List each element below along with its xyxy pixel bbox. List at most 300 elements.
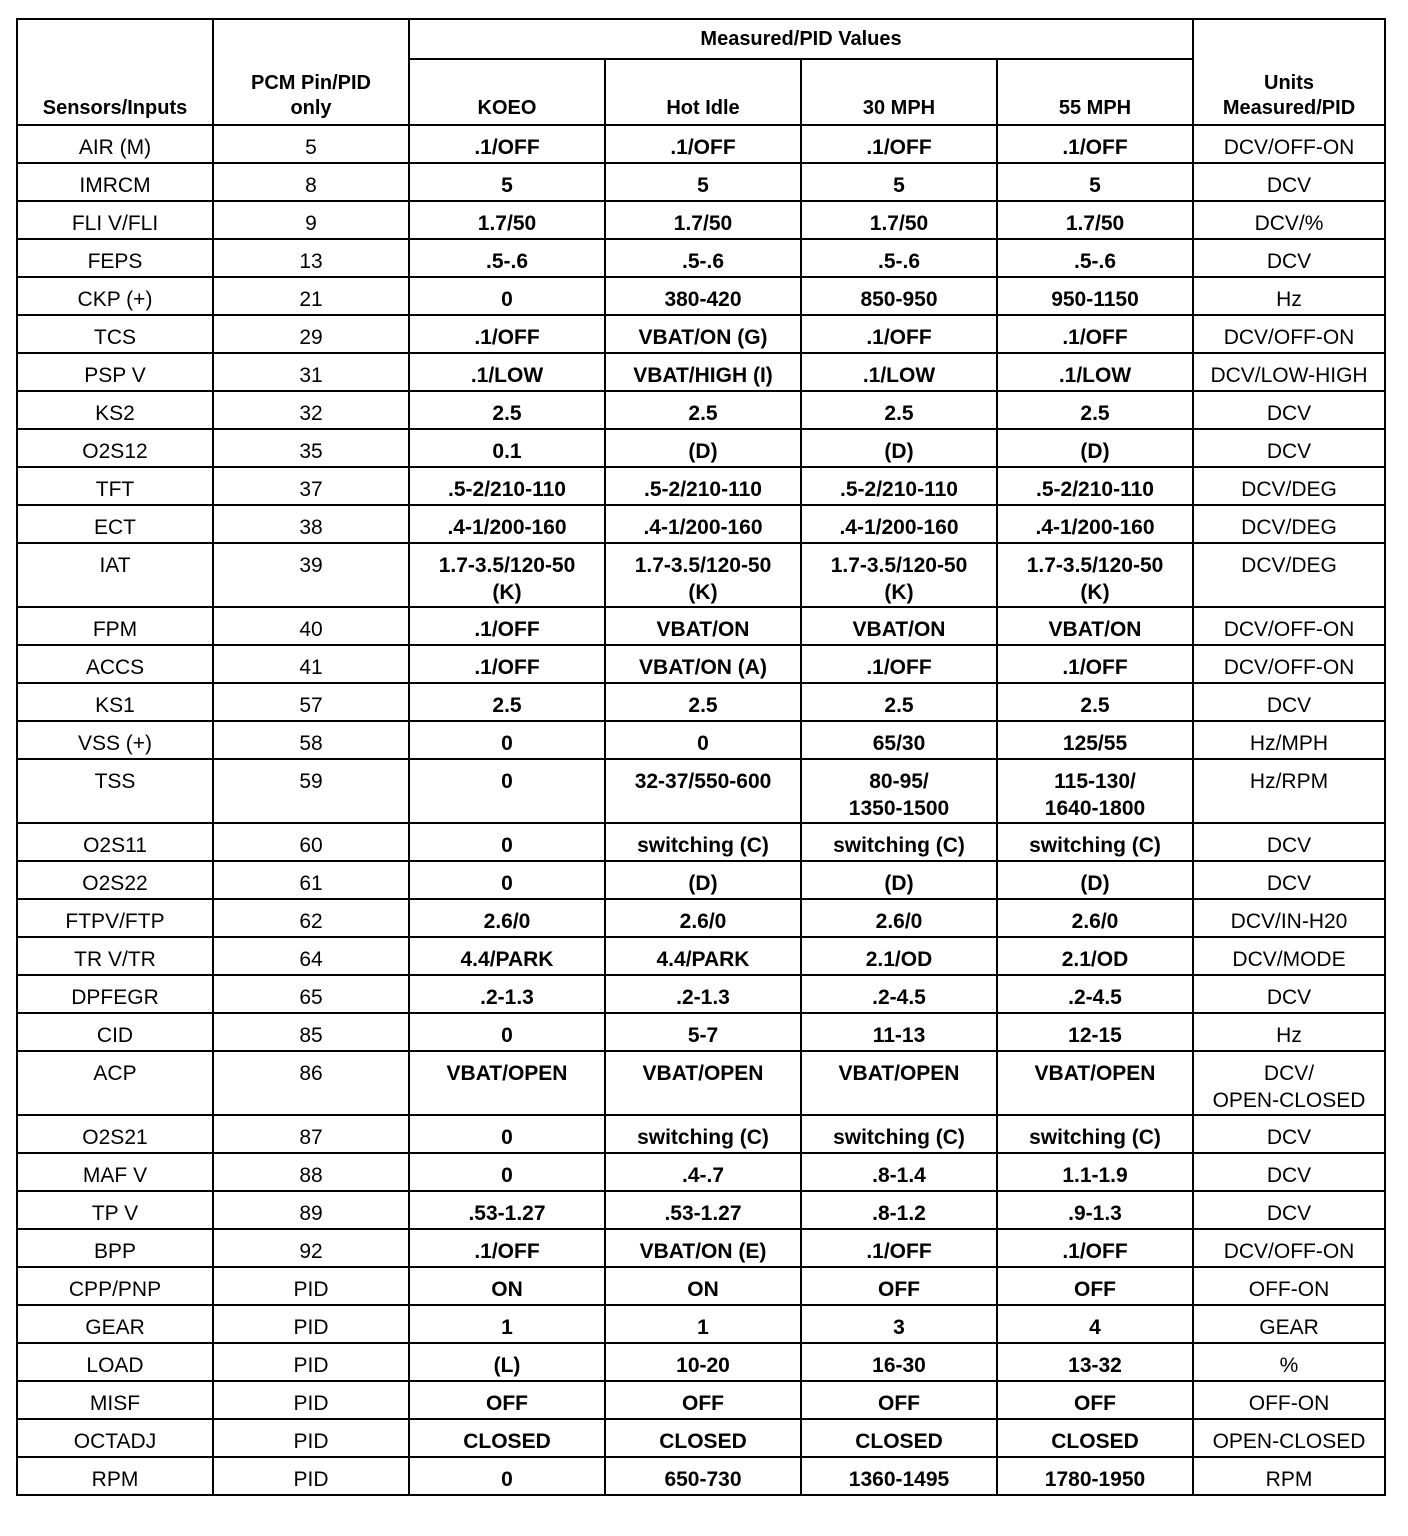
cell-units xyxy=(1193,467,1385,505)
cell-units-text: DCV xyxy=(1266,1202,1312,1225)
cell-sensor-text: TP V xyxy=(91,1202,139,1225)
cell-koeo-text: .53-1.27 xyxy=(468,1202,546,1225)
cell-hot-idle xyxy=(605,277,801,315)
header-koeo: KOEO xyxy=(409,59,605,125)
cell-pcm-pin-text: 39 xyxy=(299,554,323,577)
cell-sensor xyxy=(17,1115,213,1153)
cell-55-mph xyxy=(997,163,1193,201)
cell-units-text: DCV/MODE xyxy=(1232,948,1346,971)
cell-sensor xyxy=(17,163,213,201)
cell-koeo xyxy=(409,607,605,645)
cell-koeo-text: .1/OFF xyxy=(474,1240,540,1263)
cell-sensor xyxy=(17,1051,213,1115)
table-row xyxy=(17,607,1385,645)
cell-pcm-pin-text: 88 xyxy=(299,1164,323,1187)
cell-55-mph-text: .9-1.3 xyxy=(1068,1202,1122,1225)
cell-sensor-text: KS1 xyxy=(95,694,135,717)
cell-units xyxy=(1193,975,1385,1013)
cell-55-mph xyxy=(997,429,1193,467)
cell-hot-idle-text: 1.7/50 xyxy=(673,212,733,235)
cell-pcm-pin xyxy=(213,543,409,607)
cell-koeo xyxy=(409,1115,605,1153)
cell-units-text: DCV/% xyxy=(1254,212,1324,235)
cell-units xyxy=(1193,315,1385,353)
cell-30-mph xyxy=(801,277,997,315)
cell-55-mph-text: .1/LOW xyxy=(1058,364,1132,387)
cell-koeo xyxy=(409,1229,605,1267)
cell-units-text: DCV xyxy=(1266,440,1312,463)
cell-koeo xyxy=(409,239,605,277)
cell-sensor-text: BPP xyxy=(93,1240,137,1263)
cell-30-mph-text: switching (C) xyxy=(833,1126,965,1149)
cell-hot-idle-text: (D) xyxy=(688,440,718,463)
table-row xyxy=(17,1457,1385,1495)
cell-55-mph-text: 12-15 xyxy=(1068,1024,1122,1047)
cell-hot-idle-text: .5-2/210-110 xyxy=(644,478,762,501)
cell-hot-idle-text: VBAT/ON (A) xyxy=(639,656,767,679)
cell-30-mph xyxy=(801,467,997,505)
cell-koeo-text: .5-.6 xyxy=(485,250,529,273)
cell-55-mph-text: switching (C) xyxy=(1029,834,1161,857)
cell-koeo xyxy=(409,759,605,823)
cell-30-mph-text: .4-1/200-160 xyxy=(839,516,959,539)
cell-55-mph xyxy=(997,1381,1193,1419)
cell-koeo-text: 0 xyxy=(501,1164,513,1187)
cell-units-text: DCV xyxy=(1266,872,1312,895)
cell-hot-idle-text: 2.5 xyxy=(688,694,718,717)
cell-units xyxy=(1193,543,1385,607)
table-row xyxy=(17,1115,1385,1153)
cell-units xyxy=(1193,505,1385,543)
cell-55-mph xyxy=(997,1051,1193,1115)
cell-30-mph-text: 1.7-3.5/120-50 (K) xyxy=(830,554,968,604)
table-body xyxy=(17,125,1385,1495)
cell-30-mph-text: 5 xyxy=(893,174,905,197)
cell-hot-idle xyxy=(605,607,801,645)
cell-pcm-pin xyxy=(213,277,409,315)
cell-koeo-text: 2.5 xyxy=(492,402,522,425)
cell-pcm-pin xyxy=(213,683,409,721)
cell-koeo-text: 4.4/PARK xyxy=(460,948,554,971)
table-row xyxy=(17,1013,1385,1051)
cell-55-mph xyxy=(997,1343,1193,1381)
cell-pcm-pin-text: 64 xyxy=(299,948,323,971)
table-row xyxy=(17,353,1385,391)
cell-units xyxy=(1193,277,1385,315)
cell-pcm-pin-text: PID xyxy=(293,1392,329,1415)
table-row xyxy=(17,429,1385,467)
cell-55-mph xyxy=(997,353,1193,391)
cell-pcm-pin xyxy=(213,201,409,239)
cell-units xyxy=(1193,125,1385,163)
cell-pcm-pin xyxy=(213,1267,409,1305)
cell-units xyxy=(1193,1153,1385,1191)
cell-30-mph xyxy=(801,315,997,353)
cell-pcm-pin-text: 31 xyxy=(299,364,323,387)
cell-pcm-pin xyxy=(213,467,409,505)
cell-koeo-text: 1.7/50 xyxy=(477,212,537,235)
cell-units xyxy=(1193,861,1385,899)
cell-pcm-pin xyxy=(213,721,409,759)
cell-pcm-pin-text: 57 xyxy=(299,694,323,717)
cell-units-text: DCV/OFF-ON xyxy=(1223,656,1355,679)
cell-koeo-text: .1/OFF xyxy=(474,618,540,641)
cell-sensor xyxy=(17,1013,213,1051)
cell-koeo-text: 2.6/0 xyxy=(483,910,531,933)
cell-55-mph-text: .1/OFF xyxy=(1062,1240,1128,1263)
cell-hot-idle-text: 380-420 xyxy=(664,288,742,311)
cell-sensor-text: VSS (+) xyxy=(77,732,153,755)
cell-sensor xyxy=(17,543,213,607)
cell-koeo xyxy=(409,975,605,1013)
cell-30-mph xyxy=(801,505,997,543)
cell-units xyxy=(1193,1305,1385,1343)
cell-hot-idle-text: .2-1.3 xyxy=(676,986,730,1009)
cell-pcm-pin-text: 37 xyxy=(299,478,323,501)
cell-pcm-pin xyxy=(213,353,409,391)
cell-30-mph-text: (D) xyxy=(884,440,914,463)
cell-pcm-pin xyxy=(213,163,409,201)
table-row xyxy=(17,239,1385,277)
cell-koeo xyxy=(409,645,605,683)
cell-koeo-text: 0 xyxy=(501,770,513,793)
table-header xyxy=(17,19,1385,125)
cell-55-mph xyxy=(997,645,1193,683)
cell-pcm-pin-text: 13 xyxy=(299,250,323,273)
cell-pcm-pin-text: 87 xyxy=(299,1126,323,1149)
cell-units-text: DCV xyxy=(1266,1126,1312,1149)
cell-sensor-text: KS2 xyxy=(95,402,135,425)
cell-sensor xyxy=(17,1267,213,1305)
cell-sensor xyxy=(17,391,213,429)
cell-hot-idle xyxy=(605,201,801,239)
cell-30-mph-text: VBAT/OPEN xyxy=(838,1062,960,1085)
cell-55-mph-text: 4 xyxy=(1089,1316,1101,1339)
cell-pcm-pin xyxy=(213,1013,409,1051)
cell-pcm-pin-text: 5 xyxy=(305,136,317,159)
cell-units xyxy=(1193,937,1385,975)
cell-30-mph-text: .8-1.4 xyxy=(872,1164,926,1187)
cell-55-mph xyxy=(997,683,1193,721)
cell-pcm-pin xyxy=(213,1051,409,1115)
cell-hot-idle-text: 2.5 xyxy=(688,402,718,425)
cell-30-mph xyxy=(801,125,997,163)
cell-units xyxy=(1193,1115,1385,1153)
cell-sensor-text: TSS xyxy=(94,770,136,793)
cell-units-text: Hz/RPM xyxy=(1249,770,1329,793)
cell-55-mph-text: 2.5 xyxy=(1080,402,1110,425)
cell-units-text: OFF-ON xyxy=(1248,1392,1330,1415)
cell-sensor-text: ACP xyxy=(93,1062,137,1085)
cell-30-mph-text: .1/OFF xyxy=(866,1240,932,1263)
cell-koeo xyxy=(409,721,605,759)
cell-hot-idle xyxy=(605,125,801,163)
cell-koeo xyxy=(409,861,605,899)
cell-55-mph-text: 2.6/0 xyxy=(1071,910,1119,933)
cell-sensor xyxy=(17,467,213,505)
cell-55-mph xyxy=(997,201,1193,239)
header-measured-pid-values: Measured/PID Values xyxy=(409,19,1193,59)
cell-hot-idle xyxy=(605,1115,801,1153)
cell-sensor xyxy=(17,899,213,937)
cell-sensor xyxy=(17,1191,213,1229)
cell-sensor-text: FEPS xyxy=(87,250,143,273)
cell-koeo xyxy=(409,1343,605,1381)
header-55-mph: 55 MPH xyxy=(997,59,1193,125)
cell-sensor xyxy=(17,645,213,683)
cell-units-text: Hz xyxy=(1276,1024,1302,1047)
cell-sensor-text: O2S12 xyxy=(82,440,148,463)
cell-30-mph xyxy=(801,1381,997,1419)
cell-sensor-text: RPM xyxy=(91,1468,139,1491)
cell-55-mph-text: 125/55 xyxy=(1062,732,1128,755)
cell-30-mph-text: .1/OFF xyxy=(866,136,932,159)
table-row xyxy=(17,645,1385,683)
cell-55-mph xyxy=(997,1305,1193,1343)
cell-koeo xyxy=(409,823,605,861)
cell-koeo-text: CLOSED xyxy=(463,1430,551,1453)
table-row xyxy=(17,125,1385,163)
cell-pcm-pin xyxy=(213,607,409,645)
cell-55-mph-text: 1780-1950 xyxy=(1044,1468,1146,1491)
cell-hot-idle-text: 5-7 xyxy=(687,1024,719,1047)
cell-hot-idle xyxy=(605,315,801,353)
cell-pcm-pin xyxy=(213,1381,409,1419)
cell-koeo-text: 1.7-3.5/120-50 (K) xyxy=(438,554,576,604)
cell-sensor-text: CKP (+) xyxy=(77,288,153,311)
cell-pcm-pin-text: 60 xyxy=(299,834,323,857)
cell-koeo-text: 0 xyxy=(501,872,513,895)
cell-55-mph-text: .1/OFF xyxy=(1062,656,1128,679)
cell-hot-idle xyxy=(605,1153,801,1191)
cell-55-mph-text: 1.1-1.9 xyxy=(1062,1164,1128,1187)
cell-pcm-pin xyxy=(213,1229,409,1267)
cell-koeo-text: 0 xyxy=(501,288,513,311)
cell-hot-idle xyxy=(605,505,801,543)
cell-55-mph xyxy=(997,1229,1193,1267)
cell-pcm-pin-text: 41 xyxy=(299,656,323,679)
cell-55-mph-text: 1.7-3.5/120-50 (K) xyxy=(1026,554,1164,604)
cell-pcm-pin-text: PID xyxy=(293,1430,329,1453)
cell-pcm-pin xyxy=(213,429,409,467)
cell-pcm-pin xyxy=(213,505,409,543)
cell-30-mph-text: .5-2/210-110 xyxy=(840,478,958,501)
cell-hot-idle-text: VBAT/ON (E) xyxy=(639,1240,767,1263)
cell-hot-idle xyxy=(605,645,801,683)
cell-55-mph-text: .2-4.5 xyxy=(1068,986,1122,1009)
cell-koeo xyxy=(409,1153,605,1191)
cell-55-mph-text: 1.7/50 xyxy=(1065,212,1125,235)
cell-sensor-text: IAT xyxy=(99,554,131,577)
cell-units-text: DCV xyxy=(1266,834,1312,857)
cell-sensor-text: O2S22 xyxy=(82,872,148,895)
cell-pcm-pin-text: 92 xyxy=(299,1240,323,1263)
cell-units-text: DCV/IN-H20 xyxy=(1230,910,1348,933)
cell-30-mph xyxy=(801,759,997,823)
cell-units-text: % xyxy=(1279,1354,1299,1377)
cell-30-mph-text: 1.7/50 xyxy=(869,212,929,235)
cell-units-text: DCV xyxy=(1266,694,1312,717)
cell-55-mph xyxy=(997,823,1193,861)
cell-55-mph xyxy=(997,1419,1193,1457)
cell-koeo xyxy=(409,467,605,505)
cell-30-mph xyxy=(801,1267,997,1305)
table-row xyxy=(17,899,1385,937)
cell-hot-idle-text: ON xyxy=(687,1278,719,1301)
cell-pcm-pin-text: 61 xyxy=(299,872,323,895)
cell-koeo-text: .4-1/200-160 xyxy=(447,516,567,539)
cell-sensor xyxy=(17,1457,213,1495)
cell-30-mph xyxy=(801,1457,997,1495)
cell-pcm-pin-text: PID xyxy=(293,1468,329,1491)
cell-koeo xyxy=(409,1305,605,1343)
cell-pcm-pin xyxy=(213,125,409,163)
cell-koeo xyxy=(409,543,605,607)
cell-hot-idle xyxy=(605,543,801,607)
cell-units xyxy=(1193,353,1385,391)
cell-hot-idle-text: VBAT/HIGH (I) xyxy=(633,364,773,387)
cell-koeo xyxy=(409,315,605,353)
cell-koeo-text: .1/LOW xyxy=(470,364,544,387)
cell-hot-idle-text: CLOSED xyxy=(659,1430,747,1453)
cell-pcm-pin xyxy=(213,861,409,899)
cell-sensor-text: TR V/TR xyxy=(74,948,156,971)
cell-30-mph xyxy=(801,1013,997,1051)
cell-55-mph xyxy=(997,1457,1193,1495)
cell-sensor xyxy=(17,315,213,353)
cell-sensor-text: IMRCM xyxy=(79,174,151,197)
cell-units xyxy=(1193,201,1385,239)
cell-30-mph xyxy=(801,861,997,899)
cell-pcm-pin-text: 32 xyxy=(299,402,323,425)
cell-30-mph xyxy=(801,937,997,975)
cell-55-mph-text: .1/OFF xyxy=(1062,136,1128,159)
cell-hot-idle-text: 32-37/550-600 xyxy=(634,770,772,793)
cell-55-mph-text: switching (C) xyxy=(1029,1126,1161,1149)
cell-55-mph xyxy=(997,543,1193,607)
cell-sensor-text: TFT xyxy=(95,478,135,501)
cell-hot-idle-text: VBAT/ON (G) xyxy=(638,326,768,349)
cell-koeo-text: .1/OFF xyxy=(474,656,540,679)
cell-sensor-text: O2S21 xyxy=(82,1126,148,1149)
cell-55-mph xyxy=(997,1267,1193,1305)
table-row xyxy=(17,315,1385,353)
cell-pcm-pin xyxy=(213,1115,409,1153)
cell-hot-idle xyxy=(605,1051,801,1115)
cell-30-mph-text: .5-.6 xyxy=(877,250,921,273)
cell-55-mph xyxy=(997,1013,1193,1051)
table-row xyxy=(17,1267,1385,1305)
cell-30-mph xyxy=(801,1305,997,1343)
cell-units xyxy=(1193,607,1385,645)
cell-30-mph-text: OFF xyxy=(878,1278,920,1301)
cell-koeo xyxy=(409,391,605,429)
cell-30-mph-text: 2.6/0 xyxy=(875,910,923,933)
cell-pcm-pin xyxy=(213,823,409,861)
cell-units-text: RPM xyxy=(1265,1468,1313,1491)
cell-pcm-pin xyxy=(213,899,409,937)
cell-koeo xyxy=(409,163,605,201)
cell-sensor xyxy=(17,861,213,899)
cell-sensor xyxy=(17,1229,213,1267)
cell-pcm-pin-text: 38 xyxy=(299,516,323,539)
cell-55-mph xyxy=(997,467,1193,505)
cell-units-text: DCV xyxy=(1266,402,1312,425)
cell-pcm-pin xyxy=(213,1305,409,1343)
cell-sensor-text: DPFEGR xyxy=(71,986,159,1009)
cell-30-mph xyxy=(801,163,997,201)
cell-koeo xyxy=(409,1013,605,1051)
cell-pcm-pin-text: 85 xyxy=(299,1024,323,1047)
cell-hot-idle-text: OFF xyxy=(682,1392,724,1415)
cell-hot-idle xyxy=(605,823,801,861)
cell-pcm-pin xyxy=(213,315,409,353)
cell-sensor-text: MISF xyxy=(89,1392,141,1415)
cell-koeo xyxy=(409,505,605,543)
cell-hot-idle-text: VBAT/ON xyxy=(656,618,750,641)
cell-koeo-text: ON xyxy=(491,1278,523,1301)
cell-koeo-text: OFF xyxy=(486,1392,528,1415)
table-row xyxy=(17,823,1385,861)
cell-sensor-text: ECT xyxy=(94,516,136,539)
cell-units xyxy=(1193,759,1385,823)
table-row xyxy=(17,391,1385,429)
cell-units xyxy=(1193,1229,1385,1267)
cell-30-mph-text: 850-950 xyxy=(860,288,938,311)
cell-pcm-pin-text: 35 xyxy=(299,440,323,463)
cell-units-text: DCV/OFF-ON xyxy=(1223,136,1355,159)
cell-units xyxy=(1193,1191,1385,1229)
cell-30-mph-text: .2-4.5 xyxy=(872,986,926,1009)
cell-koeo xyxy=(409,201,605,239)
cell-hot-idle-text: (D) xyxy=(688,872,718,895)
cell-55-mph-text: OFF xyxy=(1074,1392,1116,1415)
cell-hot-idle xyxy=(605,1381,801,1419)
cell-units xyxy=(1193,1343,1385,1381)
cell-hot-idle xyxy=(605,1191,801,1229)
cell-30-mph xyxy=(801,683,997,721)
cell-hot-idle xyxy=(605,1343,801,1381)
cell-units xyxy=(1193,721,1385,759)
header-hot-idle: Hot Idle xyxy=(605,59,801,125)
cell-55-mph-text: 2.5 xyxy=(1080,694,1110,717)
cell-55-mph-text: 5 xyxy=(1089,174,1101,197)
cell-koeo-text: VBAT/OPEN xyxy=(446,1062,568,1085)
table-row xyxy=(17,201,1385,239)
cell-55-mph-text: CLOSED xyxy=(1051,1430,1139,1453)
cell-30-mph xyxy=(801,201,997,239)
cell-units xyxy=(1193,163,1385,201)
cell-koeo-text: 2.5 xyxy=(492,694,522,717)
table-row xyxy=(17,1419,1385,1457)
cell-sensor-text: GEAR xyxy=(85,1316,145,1339)
cell-pcm-pin-text: 65 xyxy=(299,986,323,1009)
cell-sensor-text: MAF V xyxy=(82,1164,148,1187)
cell-units xyxy=(1193,823,1385,861)
cell-55-mph-text: 13-32 xyxy=(1068,1354,1122,1377)
cell-30-mph-text: .1/OFF xyxy=(866,326,932,349)
cell-30-mph-text: 11-13 xyxy=(872,1024,926,1047)
cell-30-mph-text: 2.1/OD xyxy=(865,948,933,971)
cell-55-mph xyxy=(997,239,1193,277)
cell-units-text: OFF-ON xyxy=(1248,1278,1330,1301)
cell-units xyxy=(1193,1051,1385,1115)
table-row xyxy=(17,163,1385,201)
table-row xyxy=(17,1191,1385,1229)
cell-sensor xyxy=(17,1419,213,1457)
cell-units-text: Hz xyxy=(1276,288,1302,311)
cell-sensor-text: AIR (M) xyxy=(78,136,152,159)
